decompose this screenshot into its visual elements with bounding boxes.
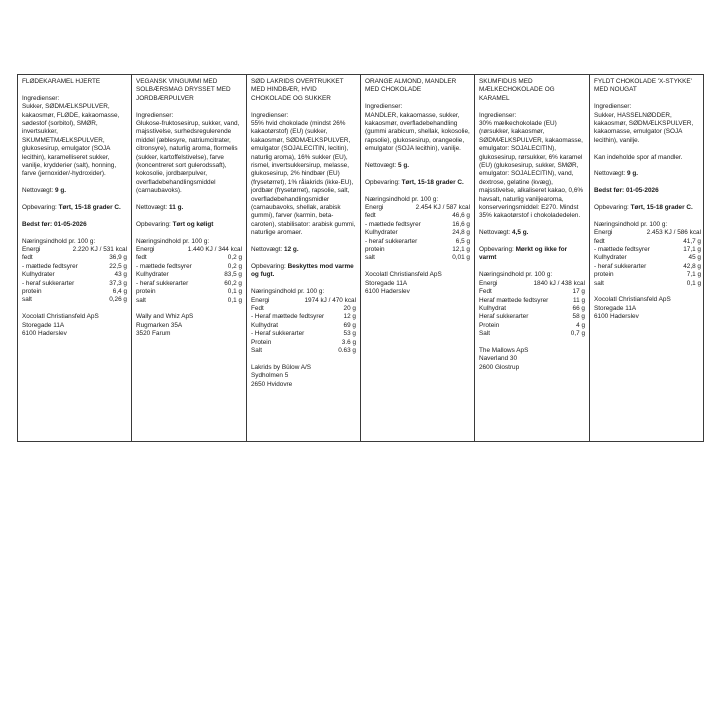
nutrition-row: - heraf sukkerarter 6,5 g xyxy=(365,237,470,245)
nutrition-row: - mættede fedtsyrer 22,5 g xyxy=(22,262,127,270)
company-address xyxy=(251,364,356,389)
net-weight: Nettovægt: 4,5 g. xyxy=(479,229,529,237)
nutrition-row: - heraf sukkerarter 37,3 g xyxy=(22,279,127,287)
company-street: Storegade 11A xyxy=(365,279,408,287)
company-address xyxy=(479,347,585,372)
company-street: Storegade 11A xyxy=(594,304,637,312)
product-name: SØD LAKRIDS OVERTRUKKET MED HINDBÆR, HVID CHOKOLADE OG SUKKER xyxy=(251,78,344,102)
net-weight: Nettovægt: 12 g. xyxy=(251,246,299,254)
ingredients-label: Ingredienser: xyxy=(22,94,60,102)
nutrition-row: protein 12,1 g xyxy=(365,246,470,254)
company-name: Lakrids by Bülow A/S xyxy=(251,363,312,371)
best-before: Bedst før: 01-05-2026 xyxy=(594,187,659,195)
nutrition-label: Næringsindhold pr. 100 g: xyxy=(22,237,96,245)
ingredients-text: MANDLER, kakaomasse, sukker, kakaosmør, overfladebehandling (gummi arabicum, shellak, kokosolie, rapsolie), glukosesirup, orangeolie, emulgator (SOJA lecithin), vanilje. xyxy=(365,111,470,153)
company-city: 3520 Farum xyxy=(136,330,171,338)
ingredients-label: Ingredienser: xyxy=(479,111,517,119)
product-name: ORANGE ALMOND, MANDLER MED CHOKOLADE xyxy=(365,78,457,94)
nutrition-row: Salt 0,7 g xyxy=(479,330,585,338)
storage: Opbevaring: Tørt, 15-18 grader C. xyxy=(594,204,693,212)
company-name: Xocolatl Christiansfeld ApS xyxy=(22,313,99,321)
ingredients-text: Sukker, SØDMÆLKSPULVER, kakaosmør, FLØDE, kakaomasse, sødestof (sorbitol), SMØR, invertsukker, SKUMMETMÆLKSPULVER, glukosesirup, emulgator (SOJA lecithin), karamelliseret sukker, vanilje, krydderier (salt), honning, farve (jernoxider/-hydroxider). xyxy=(22,103,120,178)
storage: Opbevaring: Tørt, 15-18 grader C. xyxy=(365,178,464,186)
nutrition-table xyxy=(365,204,470,263)
nutrition-row: Protein 4 g xyxy=(479,321,585,329)
ingredients-text: 30% mælkechokolade (EU) (rørsukker, kakaosmør, SØDMÆLKSPULVER, kakaomasse, emulgator: SOJALECITIN), glukosesirup, rørsukker, 6% karamel (EU) (glukosesirup, sukker, SMØR, emulgator: SOJALECITIN), vand, dextrose, gelatine (kvæg), majsstivelse, alkaliseret kakao, 0,6% havsalt, naturlig vaniljearoma, konserveringsmiddel: E270. Mindst 35% kakaotørstof i chokoladedelen. xyxy=(479,120,584,220)
nutrition-row: - Heraf mættede fedtsyrer 12 g xyxy=(251,313,356,321)
ingredients-label: Ingredienser: xyxy=(594,103,632,111)
company-address xyxy=(594,296,701,321)
product-name: VEGANSK VINGUMMI MED SOLBÆRSMAG DRYSSET MED JORDBÆRPULVER xyxy=(136,78,231,102)
company-name: The Mallows ApS xyxy=(479,346,529,354)
ingredients-label: Ingredienser: xyxy=(136,111,174,119)
nutrition-row: - heraf sukkerarter 60,2 g xyxy=(136,279,242,287)
ingredients-label: Ingredienser: xyxy=(365,103,403,111)
company-city: 2650 Hvidovre xyxy=(251,380,293,388)
net-weight: Nettovægt: 9 g. xyxy=(594,170,639,178)
nutrition-row: Heraf sukkerarter 58 g xyxy=(479,313,585,321)
nutrition-row: Protein 3.6 g xyxy=(251,338,356,346)
nutrition-label: Næringsindhold pr. 100 g: xyxy=(594,220,668,228)
nutrition-table xyxy=(22,246,127,305)
nutrition-table xyxy=(479,280,585,339)
nutrition-row: - mættede fedtsyrer 16,6 g xyxy=(365,220,470,228)
company-street: Storegade 11A xyxy=(22,321,65,329)
product-label-3 xyxy=(247,75,361,441)
nutrition-row: Energi 2.453 KJ / 586 kcal xyxy=(594,229,701,237)
net-weight: Nettovægt: 9 g. xyxy=(22,187,67,195)
nutrition-row: Kulhydrater 24,8 g xyxy=(365,229,470,237)
nutrition-row: Energi 2.454 KJ / 587 kcal xyxy=(365,204,470,212)
product-label-2 xyxy=(132,75,247,441)
company-name: Xocolatl Christiansfeld ApS xyxy=(365,271,442,279)
nutrition-row: Kulhydrat 69 g xyxy=(251,321,356,329)
product-label-6 xyxy=(590,75,705,441)
company-city: 6100 Haderslev xyxy=(365,288,410,296)
nutrition-row: protein 6,4 g xyxy=(22,288,127,296)
nutrition-label: Næringsindhold pr. 100 g: xyxy=(479,271,553,279)
ingredients-text: Sukker, HASSELNØDDER, kakaosmør, SØDMÆLKSPULVER, kakaomasse, emulgator (SOJA lecithin), vanilje. xyxy=(594,111,694,144)
product-name: SKUMFIDUS MED MÆLKECHOKOLADE OG KARAMEL xyxy=(479,78,555,102)
product-name: FLØDEKARAMEL HJERTE xyxy=(22,78,101,85)
company-city: 2600 Glostrup xyxy=(479,363,520,371)
company-address xyxy=(365,271,470,296)
nutrition-row: - Heraf sukkerarter 53 g xyxy=(251,330,356,338)
nutrition-row: Fedt 20 g xyxy=(251,304,356,312)
nutrition-row: Energi 1974 kJ / 470 kcal xyxy=(251,296,356,304)
company-street: Sydholmen 5 xyxy=(251,372,289,380)
ingredients-label: Ingredienser: xyxy=(251,111,289,119)
nutrition-label: Næringsindhold pr. 100 g: xyxy=(251,288,325,296)
nutrition-row: fedt 41,7 g xyxy=(594,237,701,245)
nutrition-row: protein 0,1 g xyxy=(136,288,242,296)
nutrition-table xyxy=(136,246,242,305)
nutrition-row: - heraf sukkerarter 42,8 g xyxy=(594,262,701,270)
nutrition-table xyxy=(251,297,356,356)
company-address xyxy=(22,313,127,338)
company-street: Rugmarken 35A xyxy=(136,321,183,329)
best-before: Bedst før: 01-05-2026 xyxy=(22,220,87,228)
nutrition-row: protein 7,1 g xyxy=(594,271,701,279)
label-sheet xyxy=(17,74,704,442)
nutrition-label: Næringsindhold pr. 100 g: xyxy=(365,195,439,203)
company-city: 6100 Haderslev xyxy=(594,313,639,321)
ingredients-text: Glukose-fruktosesirup, sukker, vand, majsstivelse, surhedsregulerende middel (æblesyre, natriumcitrater, citronsyre), naturlig aroma, flormelis (sukker, kartoffelstivelse), farve (koncentreret sort gulerodssaft), kokosolie, jordbærpulver, overfladebehandlingsmiddel (carnaubavoks). xyxy=(136,120,240,195)
nutrition-row: Salt 0.63 g xyxy=(251,346,356,354)
nutrition-row: Energi 1840 kJ / 438 kcal xyxy=(479,279,585,287)
company-city: 6100 Haderslev xyxy=(22,330,67,338)
net-weight: Nettovægt: 11 g. xyxy=(136,204,184,212)
nutrition-row: - mættede fedtsyrer 0,2 g xyxy=(136,262,242,270)
nutrition-row: salt 0,1 g xyxy=(594,279,701,287)
ingredients-text: 55% hvid chokolade (mindst 26% kakaotørstof) (EU) (sukker, kakaosmør, SØDMÆLKSPULVER, emulgator (SOJALECITIN, lecitin), naturlig aroma), 16% sukker (EU), rismel, invertsukkersirup, melasse, glukosesirup, 2% hindbær (EU) (frysetørret), 1% råiakrids (ikke-EU), jordbær (frysetørret), rapsolie, salt, overfladebehandlingsmidler (carnaubavoks, shellak, arabisk gummi), farver (karmin, beta-caroten), stabilisator: arabisk gummi, naturlige aromaer. xyxy=(251,120,356,237)
nutrition-row: fedt 0,2 g xyxy=(136,254,242,262)
nutrition-row: salt 0,01 g xyxy=(365,254,470,262)
product-label-4 xyxy=(361,75,475,441)
nutrition-row: Kulhydrater 45 g xyxy=(594,254,701,262)
nutrition-row: Kulhydrat 66 g xyxy=(479,304,585,312)
company-address xyxy=(136,313,242,338)
nutrition-row: salt 0,26 g xyxy=(22,296,127,304)
nutrition-row: Kulhydrater 83,5 g xyxy=(136,271,242,279)
nutrition-row: - mættede fedtsyrer 17,1 g xyxy=(594,246,701,254)
nutrition-row: fedt 36,9 g xyxy=(22,254,127,262)
nutrition-row: Heraf mættede fedtsyrer 11 g xyxy=(479,296,585,304)
nutrition-row: fedt 46,6 g xyxy=(365,212,470,220)
nutrition-row: Fedt 17 g xyxy=(479,288,585,296)
company-name: Wally and Whiz ApS xyxy=(136,313,194,321)
product-label-1 xyxy=(18,75,132,441)
storage: Opbevaring: Mørkt og ikke for varmt xyxy=(479,246,568,262)
nutrition-row: Energi 1.440 KJ / 344 kcal xyxy=(136,246,242,254)
company-name: Xocolatl Christiansfeld ApS xyxy=(594,296,671,304)
product-label-5 xyxy=(475,75,590,441)
allergen-note: Kan indeholde spor af mandler. xyxy=(594,153,683,161)
storage: Opbevaring: Beskyttes mod varme og fugt. xyxy=(251,262,354,279)
nutrition-table xyxy=(594,229,701,288)
storage: Opbevaring: Tørt, 15-18 grader C. xyxy=(22,204,121,212)
nutrition-row: Energi 2.220 KJ / 531 kcal xyxy=(22,246,127,254)
net-weight: Nettovægt: 5 g. xyxy=(365,162,410,170)
nutrition-row: salt 0,1 g xyxy=(136,296,242,304)
nutrition-row: Kulhydrater 43 g xyxy=(22,271,127,279)
storage: Opbevaring: Tørt og køligt xyxy=(136,220,214,228)
nutrition-label: Næringsindhold pr. 100 g: xyxy=(136,237,210,245)
product-name: FYLDT CHOKOLADE 'X-STYKKE' MED NOUGAT xyxy=(594,78,692,94)
company-street: Naverland 30 xyxy=(479,355,518,363)
